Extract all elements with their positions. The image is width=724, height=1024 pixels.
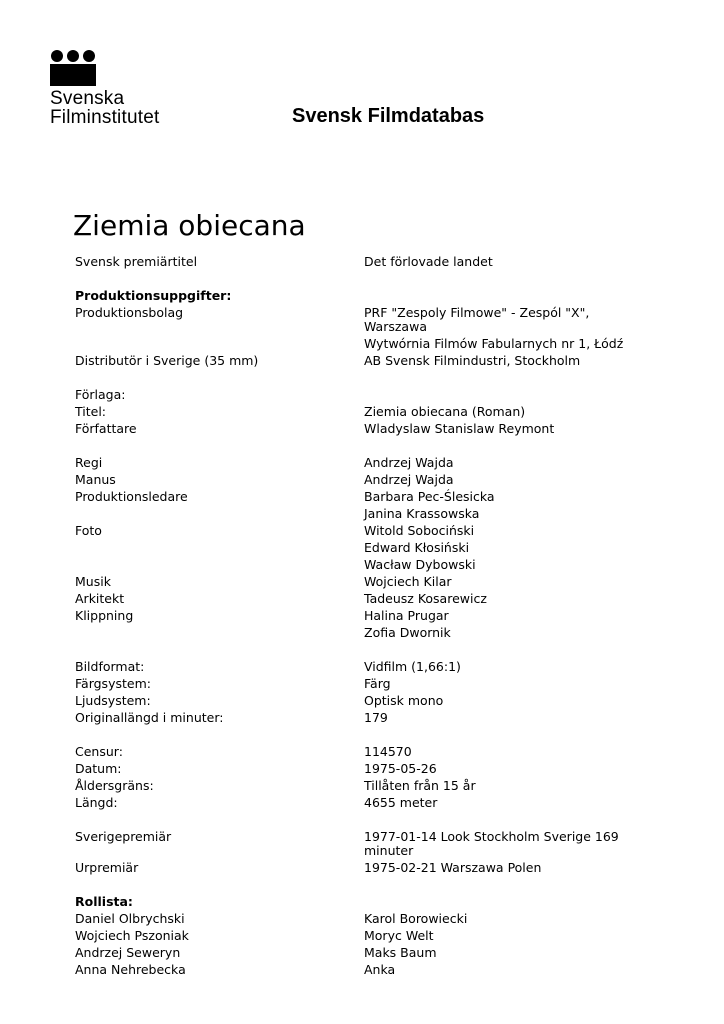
detail-label: Produktionsledare — [75, 489, 188, 504]
detail-row — [75, 762, 675, 776]
detail-value: Det förlovade landet — [364, 254, 493, 269]
detail-row — [75, 861, 675, 875]
detail-value: Andrzej Wajda — [364, 455, 454, 470]
detail-row — [75, 388, 675, 402]
detail-label — [75, 541, 364, 555]
detail-label: Distributör i Sverige (35 mm) — [75, 353, 259, 368]
detail-label: Foto — [75, 523, 102, 538]
detail-value: AB Svensk Filmindustri, Stockholm — [364, 353, 581, 368]
detail-row — [75, 796, 675, 810]
detail-row — [75, 592, 675, 606]
detail-value: 1977-01-14 Look Stockholm Sverige 169 minuter — [364, 829, 619, 858]
detail-row — [75, 306, 675, 334]
logo-line-1: Svenska — [50, 88, 125, 109]
svenska-filminstitutet-logo — [50, 50, 180, 130]
detail-value: Wacław Dybowski — [364, 557, 476, 572]
detail-row — [75, 473, 675, 487]
detail-label: Daniel Olbrychski — [75, 911, 185, 926]
detail-value — [364, 289, 629, 303]
detail-label: Förlaga: — [75, 387, 126, 402]
detail-value: Edward Kłosiński — [364, 540, 470, 555]
detail-label — [75, 626, 364, 640]
section-heading-row — [75, 289, 675, 303]
detail-label: Åldersgräns: — [75, 778, 154, 793]
detail-label: Censur: — [75, 744, 123, 759]
detail-value — [364, 895, 629, 909]
detail-label: Arkitekt — [75, 591, 125, 606]
detail-label: Wojciech Pszoniak — [75, 928, 189, 943]
detail-label: Musik — [75, 574, 111, 589]
detail-label: Längd: — [75, 795, 118, 810]
detail-value: Janina Krassowska — [364, 506, 480, 521]
detail-value: Karol Borowiecki — [364, 911, 468, 926]
detail-value: Färg — [364, 676, 391, 691]
detail-label — [75, 337, 364, 351]
detail-label: Färgsystem: — [75, 676, 151, 691]
detail-label: Ljudsystem: — [75, 693, 151, 708]
detail-row — [75, 507, 675, 521]
detail-label: Rollista: — [75, 894, 133, 909]
detail-row — [75, 337, 675, 351]
detail-label — [75, 558, 364, 572]
detail-row — [75, 626, 675, 640]
detail-value: 1975-02-21 Warszawa Polen — [364, 860, 542, 875]
detail-row — [75, 830, 675, 858]
detail-label: Anna Nehrebecka — [75, 962, 186, 977]
detail-value: 4655 meter — [364, 795, 438, 810]
detail-value: Vidfilm (1,66:1) — [364, 659, 461, 674]
section-gap — [75, 439, 675, 456]
detail-value: Anka — [364, 962, 396, 977]
detail-value: Wytwórnia Filmów Fabularnych nr 1, Łódź — [364, 336, 624, 351]
detail-label: Sverigepremiär — [75, 829, 172, 844]
detail-value: Andrzej Wajda — [364, 472, 454, 487]
site-title: Svensk Filmdatabas — [292, 105, 485, 127]
detail-label — [75, 507, 364, 521]
detail-row — [75, 490, 675, 504]
detail-value: Zofia Dwornik — [364, 625, 451, 640]
detail-row — [75, 946, 675, 960]
detail-row — [75, 456, 675, 470]
section-gap — [75, 728, 675, 745]
detail-value: Tillåten från 15 år — [364, 778, 476, 793]
section-gap — [75, 272, 675, 289]
section-gap — [75, 643, 675, 660]
detail-value: Wladyslaw Stanislaw Reymont — [364, 421, 555, 436]
detail-value: Moryc Welt — [364, 928, 434, 943]
detail-row — [75, 575, 675, 589]
section-heading-row — [75, 895, 675, 909]
detail-value: Ziemia obiecana (Roman) — [364, 404, 526, 419]
film-title: Ziemia obiecana — [73, 208, 306, 242]
detail-row — [75, 354, 675, 368]
detail-label: Andrzej Seweryn — [75, 945, 181, 960]
detail-value: Witold Sobociński — [364, 523, 475, 538]
section-gap — [75, 813, 675, 830]
detail-value: Tadeusz Kosarewicz — [364, 591, 487, 606]
detail-label: Svensk premiärtitel — [75, 254, 198, 269]
detail-label: Originallängd i minuter: — [75, 710, 224, 725]
detail-row — [75, 541, 675, 555]
detail-value: Halina Prugar — [364, 608, 449, 623]
section-gap — [75, 878, 675, 895]
detail-value: Maks Baum — [364, 945, 437, 960]
detail-label: Manus — [75, 472, 116, 487]
film-details — [75, 255, 675, 980]
detail-value: 1975-05-26 — [364, 761, 437, 776]
detail-row — [75, 929, 675, 943]
detail-row — [75, 779, 675, 793]
detail-label: Titel: — [75, 404, 106, 419]
detail-value — [364, 388, 629, 402]
detail-value: PRF "Zespoly Filmowe" - Zespól "X", Warszawa — [364, 305, 590, 334]
detail-row — [75, 405, 675, 419]
detail-label: Datum: — [75, 761, 122, 776]
film-audience-icon — [50, 50, 98, 88]
detail-label: Författare — [75, 421, 137, 436]
detail-row — [75, 912, 675, 926]
detail-value: Wojciech Kilar — [364, 574, 452, 589]
detail-label: Klippning — [75, 608, 134, 623]
detail-label: Urpremiär — [75, 860, 139, 875]
detail-value: 179 — [364, 710, 388, 725]
detail-row — [75, 609, 675, 623]
detail-row — [75, 422, 675, 436]
detail-value: 114570 — [364, 744, 412, 759]
detail-label: Produktionsbolag — [75, 305, 184, 320]
detail-row — [75, 558, 675, 572]
detail-row — [75, 694, 675, 708]
detail-value: Barbara Pec-Ślesicka — [364, 489, 495, 504]
detail-value: Optisk mono — [364, 693, 444, 708]
detail-row — [75, 660, 675, 674]
logo-line-2: Filminstitutet — [50, 107, 160, 128]
detail-row — [75, 524, 675, 538]
detail-label: Regi — [75, 455, 103, 470]
section-gap — [75, 371, 675, 388]
detail-label: Bildformat: — [75, 659, 145, 674]
detail-row — [75, 255, 675, 269]
detail-row — [75, 677, 675, 691]
detail-row — [75, 963, 675, 977]
detail-row — [75, 745, 675, 759]
detail-row — [75, 711, 675, 725]
detail-label: Produktionsuppgifter: — [75, 288, 232, 303]
